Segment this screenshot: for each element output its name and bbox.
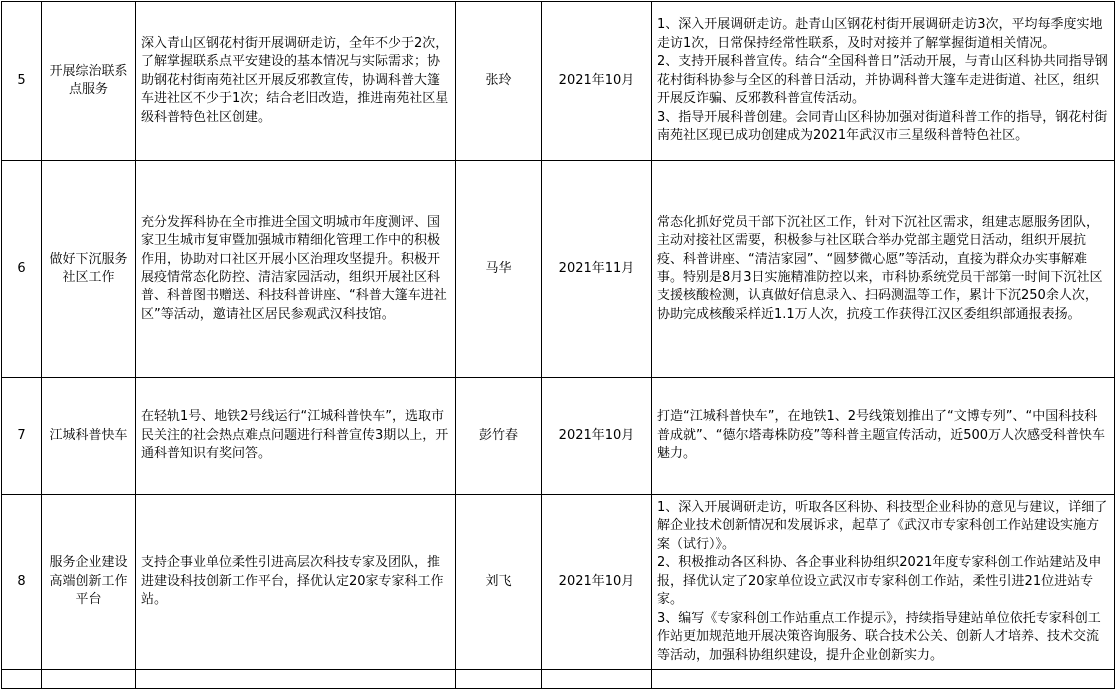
work-task-table bbox=[1, 1, 1115, 689]
row-completion-status: 1、深入开展调研走访。赴青山区钢花村街开展调研走访3次，平均每季度实地走访1次，日常保持经常性联系，及时对接并了解掌握街道相关情况。 2、支持开展科普宣传。结合“全国科普日”活动开展，与青山区科协共同指导钢花村街科协参与全区的科普日活动，并协调科普大篷车走进街道、社区，组织开展反诈骗、反邪教科普宣传活动。 3、指导开展科普创建。会同青山区科协加强对街道科普工作的指导，钢花村街南苑社区现已成功创建成为2021年武汉市三星级科普特色社区。 bbox=[652, 2, 1115, 161]
row-project-name: 江城科普快车 bbox=[42, 378, 136, 495]
row-work-content: 支持企事业单位柔性引进高层次科技专家及团队，推进建设科技创新工作平台，择优认定20家专家科工作站。 bbox=[136, 495, 456, 670]
row-responsible-person: 彭竹春 bbox=[456, 378, 542, 495]
table-row-partial bbox=[2, 670, 1115, 689]
row-responsible-person: 刘飞 bbox=[456, 495, 542, 670]
table-row bbox=[2, 495, 1115, 670]
row-work-content: 在轻轨1号、地铁2号线运行“江城科普快车”，选取市民关注的社会热点难点问题进行科普宣传3期以上，开通科普知识有奖问答。 bbox=[136, 378, 456, 495]
row-project-name: 做好下沉服务社区工作 bbox=[42, 161, 136, 378]
row-responsible-person bbox=[456, 670, 542, 689]
row-work-content: 充分发挥科协在全市推进全国文明城市年度测评、国家卫生城市复审暨加强城市精细化管理工作中的积极作用，协助对口社区开展小区治理攻坚提升。积极开展疫情常态化防控、清洁家园活动，组织开展社区科普、科普图书赠送、科技科普讲座、“科普大篷车进社区”等活动，邀请社区居民参观武汉科技馆。 bbox=[136, 161, 456, 378]
row-completion-date: 2021年11月 bbox=[542, 161, 652, 378]
row-completion-status: 常态化抓好党员干部下沉社区工作，针对下沉社区需求，组建志愿服务团队，主动对接社区需要，积极参与社区联合举办党部主题党日活动，组织开展抗疫、科普讲座、“清洁家园”、“圆梦微心愿”等活动，直接为群众办实事解难事。特别是8月3日实施精准防控以来，市科协系统党员干部第一时间下沉社区支援核酸检测，认真做好信息录入、扫码测温等工作，累计下沉250余人次，协助完成核酸采样近1.1万人次，抗疫工作获得江汉区委组织部通报表扬。 bbox=[652, 161, 1115, 378]
row-index: 7 bbox=[2, 378, 42, 495]
row-work-content bbox=[136, 670, 456, 689]
row-responsible-person: 张玲 bbox=[456, 2, 542, 161]
row-index: 5 bbox=[2, 2, 42, 161]
table-row bbox=[2, 2, 1115, 161]
row-completion-status: 1、深入开展调研走访，听取各区科协、科技型企业科协的意见与建议，详细了解企业技术创新情况和发展诉求，起草了《武汉市专家科创工作站建设实施方案（试行）》。 2、积极推动各区科协、各企事业科协组织2021年度专家科创工作站建站及申报，择优认定了20家单位设立武汉市专家科创工作站，柔性引进21位进站专家。 3、编写《专家科创工作站重点工作提示》，持续指导建站单位依托专家科创工作站更加规范地开展决策咨询服务、联合技术公关、创新人才培养、技术交流等活动，加强科协组织建设，提升企业创新实力。 bbox=[652, 495, 1115, 670]
row-completion-date: 2021年10月 bbox=[542, 2, 652, 161]
row-work-content: 深入青山区钢花村街开展调研走访，全年不少于2次，了解掌握联系点平安建设的基本情况与实际需求；协助钢花村街南苑社区开展反邪教宣传，协调科普大篷车进社区不少于1次；结合老旧改造，推进南苑社区星级科普特色社区创建。 bbox=[136, 2, 456, 161]
row-completion-date bbox=[542, 670, 652, 689]
row-completion-date: 2021年10月 bbox=[542, 495, 652, 670]
row-completion-date: 2021年10月 bbox=[542, 378, 652, 495]
row-completion-status bbox=[652, 670, 1115, 689]
document-page bbox=[0, 1, 1116, 663]
row-project-name: 开展综治联系点服务 bbox=[42, 2, 136, 161]
row-index bbox=[2, 670, 42, 689]
row-project-name bbox=[42, 670, 136, 689]
row-project-name: 服务企业建设高端创新工作平台 bbox=[42, 495, 136, 670]
table-row bbox=[2, 161, 1115, 378]
table-row bbox=[2, 378, 1115, 495]
row-responsible-person: 马华 bbox=[456, 161, 542, 378]
row-index: 6 bbox=[2, 161, 42, 378]
row-index: 8 bbox=[2, 495, 42, 670]
row-completion-status: 打造“江城科普快车”，在地铁1、2号线策划推出了“文博专列”、“中国科技科普成就”、“德尔塔毒株防疫”等科普主题宣传活动，近500万人次感受科普快车魅力。 bbox=[652, 378, 1115, 495]
